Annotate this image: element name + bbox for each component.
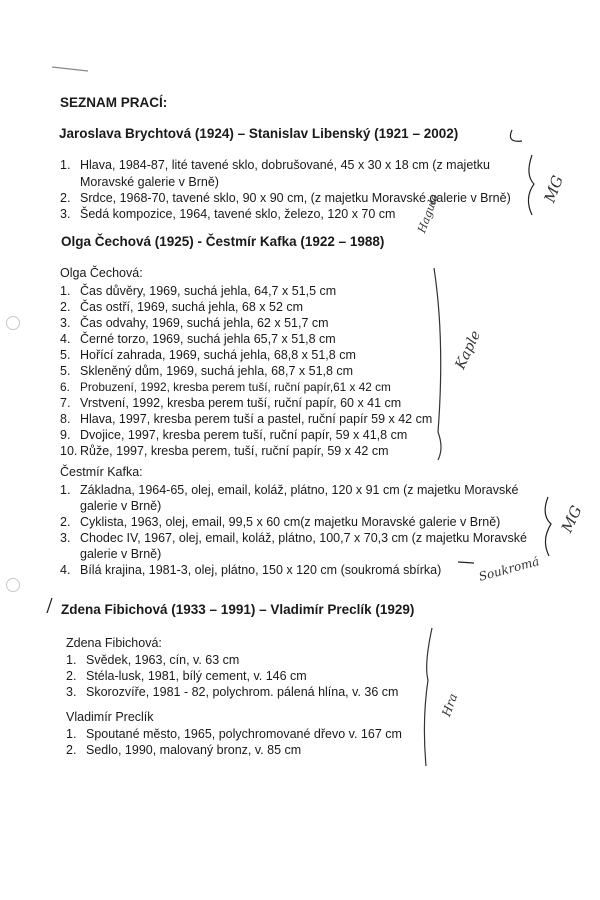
handwritten-note: Hagula bbox=[415, 192, 442, 235]
list-item: 3. Skorozvíře, 1981 - 82, polychrom. pálená hlína, v. 36 cm bbox=[66, 685, 399, 699]
list-item: 3. Chodec IV, 1967, olej, email, koláž, plátno, 100,7 x 70,3 cm (z majetku Moravské bbox=[60, 531, 527, 545]
list-item: 2. Srdce, 1968-70, tavené sklo, 90 x 90 cm, (z majetku Moravské galerie v Brně) bbox=[60, 191, 511, 205]
list-item-continuation: Moravské galerie v Brně) bbox=[80, 175, 219, 189]
handwritten-note: Soukromá bbox=[477, 554, 541, 584]
list-item: 2. Stéla-lusk, 1981, bílý cement, v. 146 cm bbox=[66, 669, 307, 683]
list-item: 1. Čas důvěry, 1969, suchá jehla, 64,7 x 51,5 cm bbox=[60, 284, 337, 298]
list-item: 9. Dvojice, 1997, kresba perem tuší, ruční papír, 59 x 41,8 cm bbox=[60, 428, 408, 442]
list-item: 2. Čas ostří, 1969, suchá jehla, 68 x 52 cm bbox=[60, 300, 304, 314]
list-item: 3. Čas odvahy, 1969, suchá jehla, 62 x 51,7 cm bbox=[60, 316, 329, 330]
artist-name: Olga Čechová: bbox=[60, 266, 143, 280]
list-item: 4. Černé torzo, 1969, suchá jehla 65,7 x 51,8 cm bbox=[60, 332, 336, 346]
handwritten-note: Hra bbox=[439, 691, 461, 719]
section-heading: Jaroslava Brychtová (1924) – Stanislav Libenský (1921 – 2002) bbox=[59, 126, 459, 141]
artist-name: Čestmír Kafka: bbox=[60, 465, 143, 479]
list-item: 10. Růže, 1997, kresba perem, tuší, ruční papír, 59 x 42 cm bbox=[60, 444, 389, 458]
section-heading: Zdena Fibichová (1933 – 1991) – Vladimír Preclík (1929) bbox=[61, 602, 415, 617]
list-item: 1. Hlava, 1984-87, lité tavené sklo, dobrušované, 45 x 30 x 18 cm (z majetku bbox=[60, 158, 490, 172]
list-item: 2. Sedlo, 1990, malovaný bronz, v. 85 cm bbox=[66, 743, 302, 757]
list-item: 3. Šedá kompozice, 1964, tavené sklo, železo, 120 x 70 cm bbox=[60, 207, 396, 221]
artist-name: Vladimír Preclík bbox=[66, 710, 154, 724]
list-item: 5. Skleněný dům, 1969, suchá jehla, 68,7 x 51,8 cm bbox=[60, 364, 354, 378]
list-item: 4. Bílá krajina, 1981-3, olej, plátno, 150 x 120 cm (soukromá sbírka) bbox=[60, 563, 442, 577]
list-item: 1. Spoutané město, 1965, polychromované dřevo v. 167 cm bbox=[66, 727, 402, 741]
list-item: 8. Hlava, 1997, kresba perem tuší a pastel, ruční papír 59 x 42 cm bbox=[60, 412, 433, 426]
list-item: 1. Základna, 1964-65, olej, email, koláž, plátno, 120 x 91 cm (z majetku Moravské bbox=[60, 483, 519, 497]
list-item: 1. Svědek, 1963, cín, v. 63 cm bbox=[66, 653, 240, 667]
list-item-continuation: galerie v Brně) bbox=[80, 547, 162, 561]
handwritten-note: MG bbox=[540, 173, 567, 205]
section-heading: Olga Čechová (1925) - Čestmír Kafka (1922 – 1988) bbox=[61, 234, 385, 249]
list-item: 6. Probuzení, 1992, kresba perem tuší, ruční papír,61 x 42 cm bbox=[60, 380, 391, 394]
list-item-continuation: galerie v Brně) bbox=[80, 499, 162, 513]
page-title: SEZNAM PRACÍ: bbox=[60, 95, 168, 110]
handwritten-note: MG bbox=[557, 502, 586, 536]
artist-name: Zdena Fibichová: bbox=[66, 636, 162, 650]
list-item: 7. Vrstvení, 1992, kresba perem tuší, ruční papír, 60 x 41 cm bbox=[60, 396, 402, 410]
list-item: 5. Hořící zahrada, 1969, suchá jehla, 68,8 x 51,8 cm bbox=[60, 348, 356, 362]
list-item: 2. Cyklista, 1963, olej, email, 99,5 x 60 cm(z majetku Moravské galerie v Brně) bbox=[60, 515, 501, 529]
handwritten-note: Kaple bbox=[452, 328, 485, 372]
